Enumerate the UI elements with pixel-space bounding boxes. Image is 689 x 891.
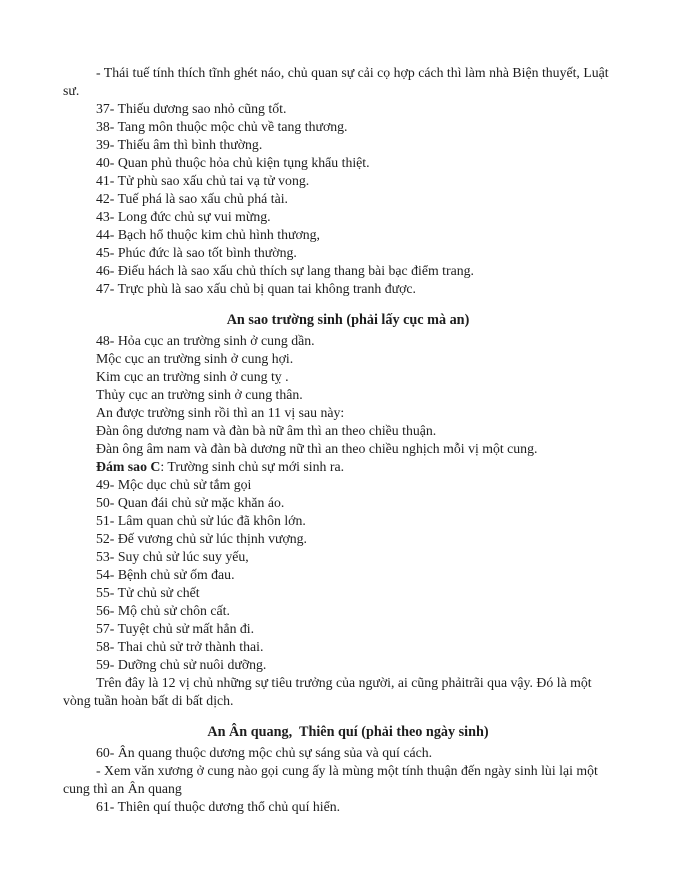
- text-line: 60- Ân quang thuộc dương mộc chủ sự sáng sủa và quí cách.: [96, 745, 433, 760]
- text-line: 37- Thiếu dương sao nhỏ cũng tốt.: [96, 101, 287, 116]
- text-line: 54- Bệnh chủ sử ốm đau.: [96, 567, 235, 582]
- text-line: 44- Bạch hổ thuộc kim chủ hình thương,: [96, 227, 320, 242]
- text-line: 56- Mộ chủ sử chôn cất.: [96, 603, 230, 618]
- text-line: 46- Điếu hách là sao xấu chủ thích sự lang thang bài bạc điểm trang.: [96, 263, 474, 278]
- paragraph-first-line: Trên đây là 12 vị chủ những sự tiêu trưởng của người, ai cũng phảitrãi qua vậy. Đó là một: [96, 675, 592, 690]
- paragraph-continuation-line: cung thì an Ân quang: [63, 781, 182, 796]
- text-line: Đàn ông dương nam và đàn bà nữ âm thì an theo chiều thuận.: [96, 423, 437, 438]
- text-line: 38- Tang môn thuộc mộc chủ về tang thương.: [96, 119, 348, 134]
- lead-label: Đám sao C: [96, 459, 161, 474]
- lead-text-line: [63, 458, 633, 476]
- text-line: 39- Thiếu âm thì bình thường.: [96, 137, 263, 152]
- text-line: 45- Phúc đức là sao tốt bình thường.: [96, 245, 297, 260]
- text-line: 53- Suy chủ sử lúc suy yếu,: [96, 549, 249, 564]
- text-line: 42- Tuế phá là sao xấu chủ phá tài.: [96, 191, 288, 206]
- text-line: 58- Thai chủ sử trở thành thai.: [96, 639, 264, 654]
- text-line: 47- Trực phù là sao xấu chủ bị quan tai không tranh được.: [96, 281, 416, 296]
- text-line: 50- Quan đái chủ sử mặc khăn áo.: [96, 495, 285, 510]
- text-line: 59- Dưỡng chủ sử nuôi dưỡng.: [96, 657, 267, 672]
- text-line: 40- Quan phủ thuộc hỏa chủ kiện tụng khẩu thiệt.: [96, 155, 370, 170]
- text-line: Mộc cục an trường sinh ở cung hợi.: [96, 351, 294, 366]
- text-line: An được trường sinh rồi thì an 11 vị sau này:: [96, 405, 345, 420]
- paragraph-first-line: - Xem văn xương ở cung nào gọi cung ấy là mùng một tính thuận đến ngày sinh lùi lại một: [96, 763, 598, 778]
- section-heading: An Ân quang, Thiên quí (phải theo ngày sinh): [207, 724, 489, 740]
- text-line: Kim cục an trường sinh ở cung tỵ .: [96, 369, 289, 384]
- text-line: 55- Tử chủ sử chết: [96, 585, 200, 600]
- text-line: 61- Thiên quí thuộc dương thổ chủ quí hiển.: [96, 799, 341, 814]
- text-line: Đàn ông âm nam và đàn bà dương nữ thì an theo chiều nghịch mỗi vị một cung.: [96, 441, 538, 456]
- text-line: 43- Long đức chủ sự vui mừng.: [96, 209, 271, 224]
- paragraph-continuation-line: vòng tuần hoàn bất di bất dịch.: [63, 693, 234, 708]
- text-line: 48- Hỏa cục an trường sinh ở cung dần.: [96, 333, 315, 348]
- lead-rest: : Trường sinh chủ sự mới sinh ra.: [160, 459, 345, 474]
- text-line: 57- Tuyệt chủ sử mất hẳn đi.: [96, 621, 255, 636]
- text-line: 49- Mộc dục chủ sử tắm gọi: [96, 477, 252, 492]
- section-heading: An sao trường sinh (phải lấy cục mà an): [226, 312, 470, 328]
- text-line: 51- Lâm quan chủ sử lúc đã khôn lớn.: [96, 513, 306, 528]
- text-line: Thủy cục an trường sinh ở cung thân.: [96, 387, 303, 402]
- text-line: 52- Đế vương chủ sử lúc thịnh vượng.: [96, 531, 307, 546]
- text-line: 41- Tử phù sao xấu chủ tai vạ tử vong.: [96, 173, 310, 188]
- paragraph-continuation-line: sư.: [63, 83, 80, 98]
- paragraph-first-line: - Thái tuế tính thích tĩnh ghét náo, chủ quan sự cải cọ hợp cách thì làm nhà Biện thuyết, Luật: [96, 65, 609, 80]
